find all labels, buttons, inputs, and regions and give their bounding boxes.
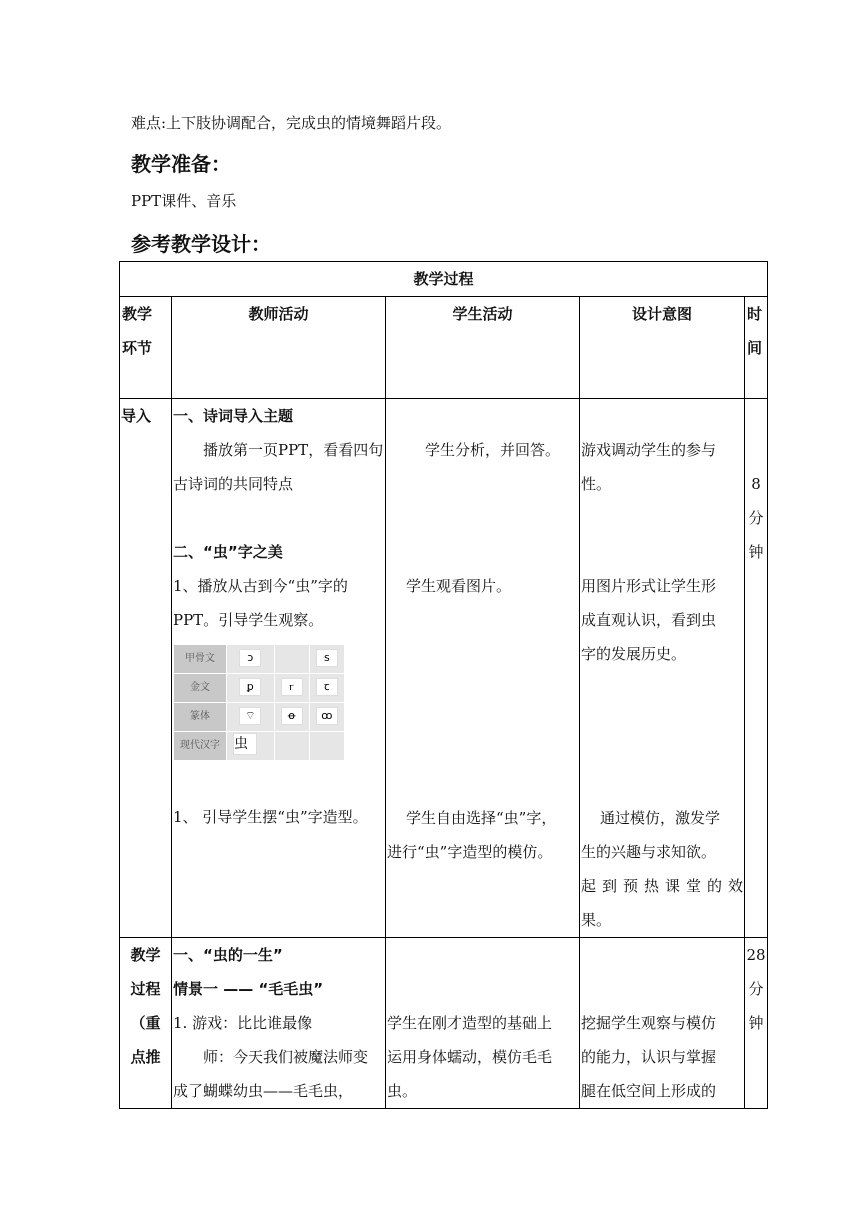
- time-intro-3: 钟: [748, 543, 764, 561]
- header-intent: 设计意图: [580, 297, 745, 399]
- header-stage-line2: 环节: [122, 339, 153, 357]
- intent-intro-i3a: 通过模仿，激发学: [600, 809, 721, 827]
- time-process-1: 28: [746, 946, 766, 964]
- time-process-3: 钟: [748, 1014, 764, 1032]
- intent-intro-i2b: 成直观认识，看到虫: [581, 611, 717, 629]
- student-cell-intro: [386, 399, 580, 938]
- teacher-intro-p2a: 1、播放从古到今“虫”字的: [173, 577, 348, 595]
- bronze-glyph-2: ⲅ: [281, 678, 303, 696]
- teacher-intro-heading1: 一、诗词导入主题: [173, 407, 294, 425]
- modern-glyph: 虫: [233, 733, 257, 755]
- intent-process-i2: 的能力，认识与掌握: [581, 1048, 717, 1066]
- student-intro-s2: 学生观看图片。: [406, 577, 512, 595]
- intent-intro-i2a: 用图片形式让学生形: [581, 577, 717, 595]
- stage-process-2: 过程: [130, 980, 161, 998]
- time-intro-1: 8: [751, 475, 761, 493]
- student-intro-s3a: 学生自由选择“虫”字，: [406, 809, 557, 827]
- oracle-glyph-2: ꜱ: [316, 649, 338, 667]
- header-stage: [120, 297, 172, 399]
- intent-intro-i2c: 字的发展历史。: [581, 645, 687, 663]
- glyph-label-bronze: 金文: [174, 674, 227, 703]
- chong-character-evolution-image: [173, 644, 345, 761]
- stage-intro: 导入: [120, 399, 172, 938]
- prep-text: PPT课件、音乐: [131, 192, 237, 210]
- design-heading: 参考教学设计：: [131, 232, 271, 256]
- time-intro-2: 分: [748, 509, 764, 527]
- seal-glyph-2: ꝋ: [281, 707, 303, 725]
- teacher-intro-p2b: PPT。引导学生观察。: [173, 611, 324, 629]
- teacher-intro-p1b: 古诗词的共同特点: [173, 475, 294, 493]
- bronze-glyph-1: ꝑ: [239, 678, 261, 696]
- intent-intro-i1a: 游戏调动学生的参与: [581, 441, 717, 459]
- glyph-label-modern: 现代汉字: [174, 732, 227, 761]
- teacher-intro-heading2: 二、“虫”字之美: [173, 543, 283, 561]
- intent-intro-i3c: 起到预热课堂的效: [581, 877, 743, 895]
- student-process-s2: 运用身体蠕动，模仿毛毛: [387, 1048, 553, 1066]
- intent-cell-process: [580, 938, 745, 1109]
- teacher-cell-process: [172, 938, 386, 1109]
- intent-process-i1: 挖掘学生观察与模仿: [581, 1014, 717, 1032]
- teacher-intro-p1a: 播放第一页PPT，看看四句: [203, 441, 384, 459]
- student-cell-process: [386, 938, 580, 1109]
- teacher-process-p3: 成了蝴蝶幼虫——毛毛虫，: [173, 1082, 354, 1100]
- intent-intro-i1b: 性。: [581, 475, 612, 493]
- time-process-2: 分: [748, 980, 764, 998]
- intent-cell-intro: [580, 399, 745, 938]
- header-time-line2: 间: [747, 339, 763, 357]
- table-row-intro: [120, 399, 768, 938]
- prep-heading: 教学准备：: [131, 152, 231, 176]
- teacher-intro-p3: 1、 引导学生摆“虫”字造型。: [173, 808, 368, 826]
- student-intro-s3b: 进行“虫”字造型的模仿。: [387, 843, 553, 861]
- stage-process-1: 教学: [130, 946, 161, 964]
- teacher-process-p2: 师：今天我们被魔法师变: [203, 1048, 369, 1066]
- teacher-process-p1: 1. 游戏：比比谁最像: [173, 1014, 313, 1032]
- seal-glyph-3: ꝏ: [316, 707, 338, 725]
- teacher-process-h2: 情景一 —— “毛毛虫”: [173, 980, 324, 998]
- header-time: [745, 297, 768, 399]
- seal-glyph-1: ⌔: [239, 707, 261, 725]
- header-stage-line1: 教学: [122, 305, 153, 323]
- stage-process-3: （重: [130, 1014, 161, 1032]
- time-cell-process: [745, 938, 768, 1109]
- intent-process-i3: 腿在低空间上形成的: [581, 1082, 717, 1100]
- intent-intro-i3b: 生的兴趣与求知欲。: [581, 843, 717, 861]
- table-title: 教学过程: [120, 262, 768, 297]
- teacher-process-h1: 一、“虫的一生”: [173, 946, 283, 964]
- student-process-s1: 学生在刚才造型的基础上: [387, 1014, 553, 1032]
- glyph-label-oracle: 甲骨文: [174, 645, 227, 674]
- table-row-process: [120, 938, 768, 1109]
- stage-process: [120, 938, 172, 1109]
- student-process-s3: 虫。: [387, 1082, 418, 1100]
- header-student: 学生活动: [386, 297, 580, 399]
- bronze-glyph-3: ꞇ: [316, 678, 338, 696]
- student-intro-s1: 学生分析，并回答。: [425, 441, 561, 459]
- time-cell-intro: [745, 399, 768, 938]
- header-time-line1: 时: [747, 305, 763, 323]
- teacher-cell-intro: [172, 399, 386, 938]
- glyph-label-seal: 篆体: [174, 703, 227, 732]
- difficulty-text: 难点:上下肢协调配合，完成虫的情境舞蹈片段。: [131, 114, 452, 132]
- header-teacher: 教师活动: [172, 297, 386, 399]
- stage-process-4: 点推: [130, 1048, 161, 1066]
- oracle-glyph-1: ↄ: [239, 649, 261, 667]
- lesson-table: [119, 261, 768, 1109]
- intent-intro-i3d: 果。: [581, 911, 612, 929]
